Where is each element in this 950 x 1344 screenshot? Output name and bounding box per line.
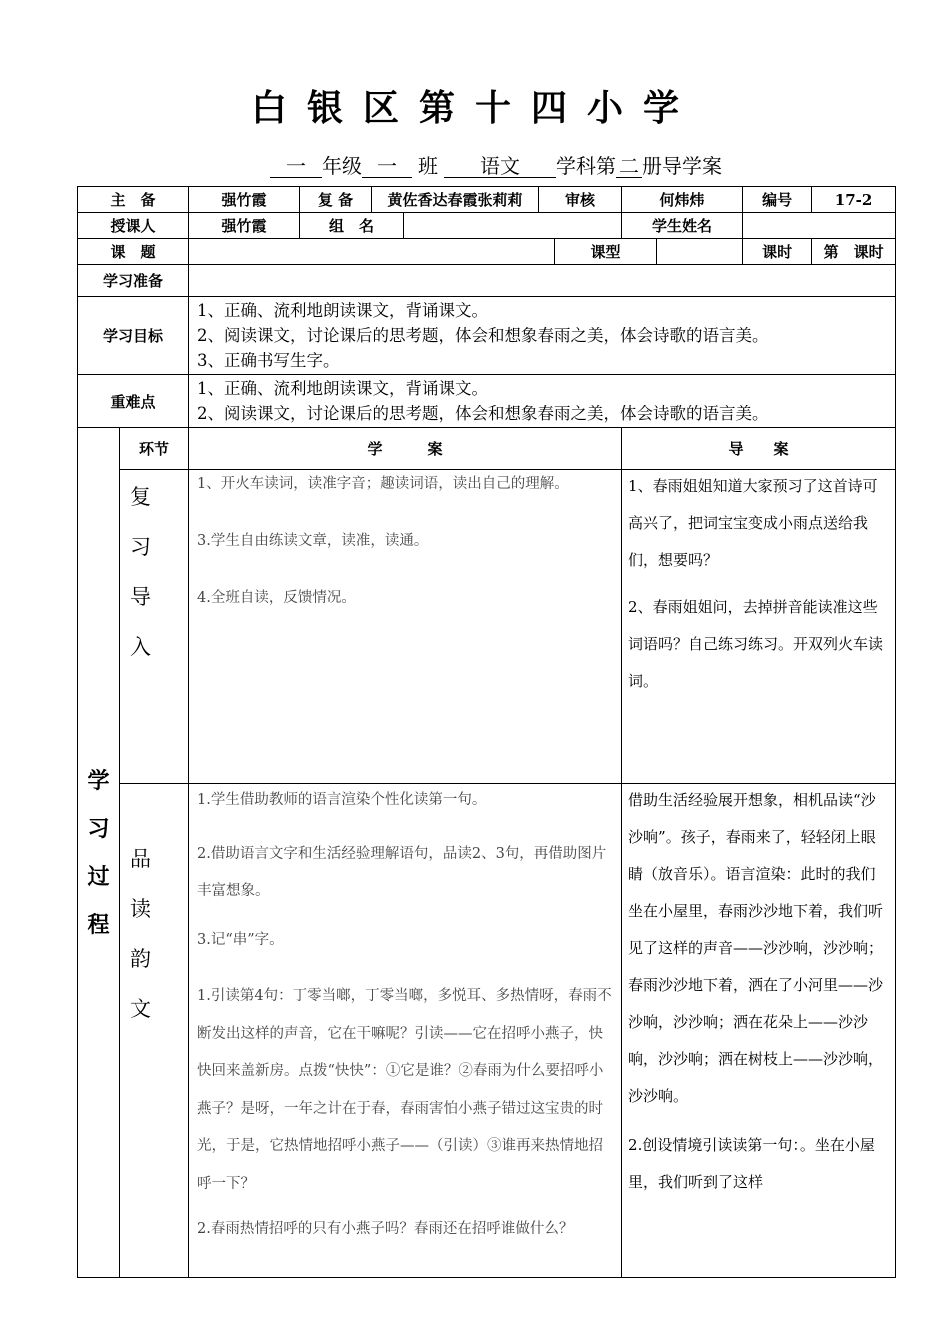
fubei-value: 黄佐香达春霞张莉莉 xyxy=(372,187,539,213)
zhongnan-label: 重难点 xyxy=(78,375,189,428)
lesson-plan-table xyxy=(77,186,896,1278)
stage1-teacher-guide: 1、春雨姐姐知道大家预习了这首诗可高兴了，把词宝宝变成小雨点送给我们，想要吗？ 2、春雨姐姐问，去掉拼音能读准这些词语吗？自己练习练习。开双列火车读词。 xyxy=(622,470,896,784)
volume-suffix: 册导学案 xyxy=(642,154,722,178)
bianhao-value: 17-2 xyxy=(812,187,896,213)
stage2-teacher-guide: 借助生活经验展开想象，相机品读“沙沙响”。孩子，春雨来了，轻轻闭上眼睛（放音乐）。语言渲染：此时的我们坐在小屋里，春雨沙沙地下着，我们听见了这样的声音——沙沙响，沙沙响；春雨沙沙地下着，洒在了小河里——沙沙响，沙沙响；洒在花朵上——沙沙响，沙沙响；洒在树枝上——沙沙响，沙沙响。 2.创设情境引读读第一句：。坐在小屋里，我们听到了这样 xyxy=(622,784,896,1278)
keshi-label: 课时 xyxy=(743,239,812,265)
shouke-value: 强竹霞 xyxy=(189,213,300,239)
stage-review-intro: 复习 导入 xyxy=(120,470,189,784)
mubiao-list xyxy=(189,297,896,375)
shenhe-label: 审核 xyxy=(539,187,622,213)
zhongnan-list xyxy=(189,375,896,428)
mubiao-label: 学习目标 xyxy=(78,297,189,375)
process-label: 学 习 过 程 xyxy=(78,428,120,1278)
shenhe-value: 何炜炜 xyxy=(622,187,743,213)
subtitle xyxy=(270,150,722,179)
grade-value: 一 xyxy=(270,155,322,178)
grade-suffix: 年级 xyxy=(322,154,362,178)
zhunbei-value xyxy=(189,265,896,297)
huanjie-header: 环节 xyxy=(120,428,189,470)
page-title: 白银区第十四小学 xyxy=(250,87,699,129)
keti-value xyxy=(189,239,555,265)
stage2-student-plan: 1.学生借助教师的语言渲染个性化读第一句。 2.借助语言文字和生活经验理解语句，品读2、3句，再借助图片丰富想象。 3.记“串”字。 1.引读第4句：丁零当啷，丁零当啷，多悦耳、多热情呀，春雨不断发出这样的声音，它在干嘛呢？引读——它在招呼小燕子，快快回来盖新房。点拨“快快”：①它是谁？②春雨为什么要招呼小燕子？是呀，一年之计在于春，春雨害怕小燕子错过这宝贵的时光，于是，它热情地招呼小燕子——（引读）③谁再来热情地招呼一下？ 2.春雨热情招呼的只有小燕子吗？春雨还在招呼谁做什么？ xyxy=(189,784,622,1278)
xuean-header: 学 案 xyxy=(189,428,622,470)
fubei-label: 复 备 xyxy=(300,187,372,213)
stage1-student-plan: 1、开火车读词，读准字音；趣读词语，读出自己的理解。 3.学生自由练读文章，读准，读通。 4.全班自读，反馈情况。 xyxy=(189,470,622,784)
shouke-label: 授课人 xyxy=(78,213,189,239)
mubiao-item: 3、正确书写生字。 xyxy=(197,351,340,370)
zhubei-label: 主 备 xyxy=(78,187,189,213)
keti-label: 课 题 xyxy=(78,239,189,265)
xuesheng-label: 学生姓名 xyxy=(622,213,743,239)
zhongnan-item: 2、阅读课文，讨论课后的思考题，体会和想象春雨之美，体会诗歌的语言美。 xyxy=(197,404,769,423)
kexing-value xyxy=(657,239,743,265)
volume-value: 二 xyxy=(616,155,642,178)
zhunbei-label: 学习准备 xyxy=(78,265,189,297)
class-suffix: 班 xyxy=(418,154,438,178)
mubiao-item: 1、正确、流利地朗读课文，背诵课文。 xyxy=(197,301,489,320)
subject-suffix: 学科第 xyxy=(556,154,616,178)
zuming-label: 组 名 xyxy=(300,213,404,239)
zhongnan-item: 1、正确、流利地朗读课文，背诵课文。 xyxy=(197,379,489,398)
xuesheng-value xyxy=(743,213,896,239)
mubiao-item: 2、阅读课文，讨论课后的思考题，体会和想象春雨之美，体会诗歌的语言美。 xyxy=(197,326,769,345)
zuming-value xyxy=(404,213,622,239)
kexing-label: 课型 xyxy=(555,239,657,265)
class-value: 一 xyxy=(362,155,412,178)
zhubei-value: 强竹霞 xyxy=(189,187,300,213)
subject-value: 语文 xyxy=(444,155,556,178)
keshi-value: 第 课时 xyxy=(812,239,896,265)
daoan-header: 导 案 xyxy=(622,428,896,470)
bianhao-label: 编号 xyxy=(743,187,812,213)
stage-reading: 品读 韵文 xyxy=(120,784,189,1278)
